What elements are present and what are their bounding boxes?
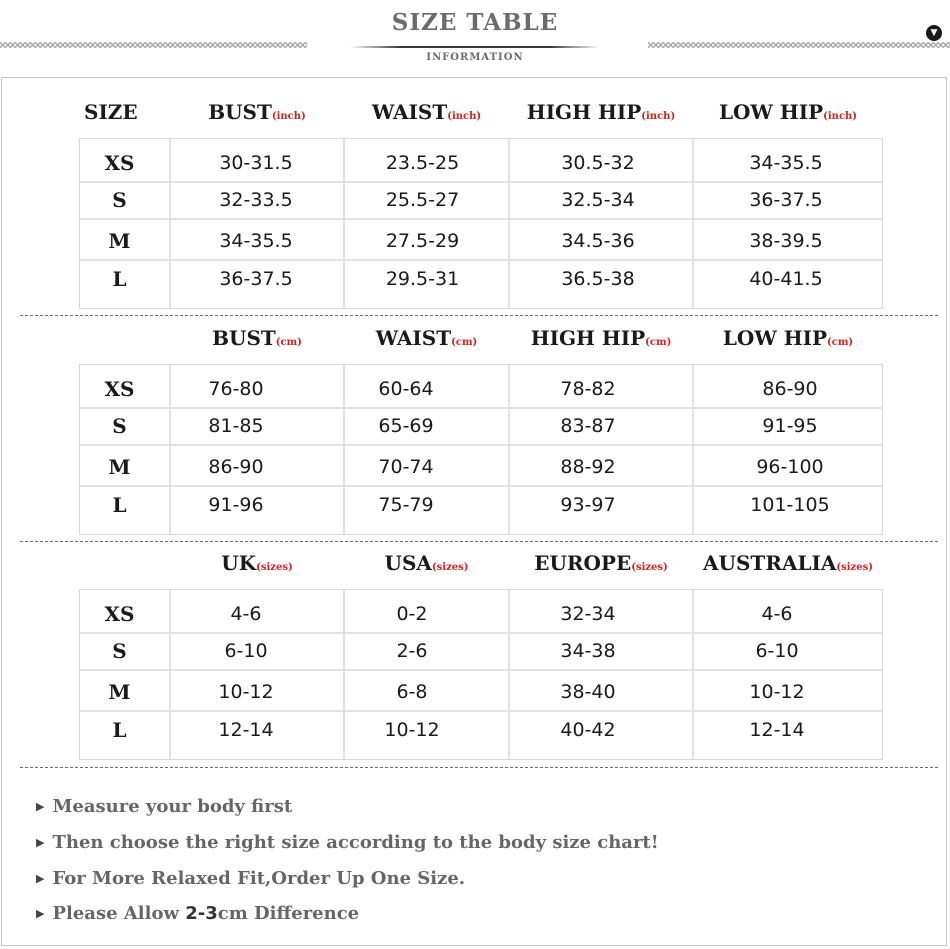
table-cell: 27.5-29 — [385, 230, 460, 252]
table-cell: 91-95 — [762, 415, 818, 437]
header — [0, 0, 950, 78]
table-cell: 32-34 — [560, 603, 616, 625]
size-cell: L — [112, 718, 127, 742]
section-divider — [20, 315, 938, 316]
chevron-down-icon[interactable]: ▼ — [926, 25, 942, 41]
table-row — [80, 636, 884, 666]
size-cell: M — [108, 455, 131, 479]
size-cell: XS — [104, 377, 135, 401]
bullet-triangle-icon: ▶ — [36, 872, 45, 885]
table-cell: 10-12 — [384, 719, 440, 741]
table-cell: 6-8 — [396, 681, 428, 703]
note-text: cm Difference — [217, 903, 360, 924]
zigzag-divider-right — [648, 42, 950, 48]
size-table-inch — [79, 138, 883, 309]
table-cell: 83-87 — [560, 415, 616, 437]
table-row — [80, 411, 884, 441]
column-header: WAIST(cm) — [375, 326, 478, 350]
note-number: 2-3 — [185, 903, 218, 924]
section-sizes-header — [0, 551, 950, 585]
table-cell: 38-39.5 — [749, 230, 823, 252]
table-row — [80, 715, 884, 745]
table-row — [80, 226, 884, 256]
table-cell: 36-37.5 — [219, 268, 293, 290]
table-row — [80, 490, 884, 520]
table-cell: 6-10 — [224, 640, 268, 662]
table-cell: 34-38 — [560, 640, 616, 662]
table-cell: 2-6 — [396, 640, 428, 662]
table-cell: 6-10 — [755, 640, 799, 662]
table-row — [80, 264, 884, 294]
table-cell: 12-14 — [749, 719, 805, 741]
size-cell: S — [112, 639, 127, 663]
size-cell: S — [112, 414, 127, 438]
table-cell: 65-69 — [378, 415, 434, 437]
table-cell: 23.5-25 — [385, 152, 460, 174]
table-row — [80, 148, 884, 178]
table-cell: 32-33.5 — [219, 189, 293, 211]
table-cell: 10-12 — [218, 681, 274, 703]
table-cell: 10-12 — [749, 681, 805, 703]
column-header: WAIST(inch) — [371, 100, 482, 124]
table-cell: 34-35.5 — [749, 152, 823, 174]
size-cell: L — [112, 493, 127, 517]
table-cell: 40-41.5 — [749, 268, 823, 290]
column-header: UK(sizes) — [221, 551, 293, 575]
table-row — [80, 374, 884, 404]
column-header: BUST(inch) — [208, 100, 306, 124]
table-cell: 91-96 — [208, 494, 264, 516]
column-header: LOW HIP(cm) — [722, 326, 854, 350]
table-cell: 30-31.5 — [219, 152, 293, 174]
table-cell: 40-42 — [560, 719, 616, 741]
size-column-header: SIZE — [84, 100, 138, 124]
table-cell: 36-37.5 — [749, 189, 823, 211]
size-cell: XS — [104, 151, 135, 175]
bullet-triangle-icon: ▶ — [36, 836, 45, 849]
table-cell: 96-100 — [756, 456, 824, 478]
table-cell: 101-105 — [750, 494, 830, 516]
table-cell: 29.5-31 — [385, 268, 460, 290]
section-divider — [20, 767, 938, 768]
table-cell: 78-82 — [560, 378, 616, 400]
table-cell: 12-14 — [218, 719, 274, 741]
column-header: EUROPE(sizes) — [534, 551, 668, 575]
note-difference — [36, 903, 359, 929]
table-cell: 25.5-27 — [385, 189, 460, 211]
table-cell: 38-40 — [560, 681, 616, 703]
section-cm-header — [0, 326, 950, 360]
page-subtitle: INFORMATION — [426, 52, 524, 63]
size-cell: M — [108, 229, 131, 253]
note-text: For More Relaxed Fit,Order Up One Size. — [52, 868, 466, 889]
table-cell: 60-64 — [378, 378, 434, 400]
bullet-triangle-icon: ▶ — [36, 800, 45, 813]
column-header: HIGH HIP(cm) — [530, 326, 672, 350]
size-cell: M — [108, 680, 131, 704]
table-cell: 76-80 — [208, 378, 264, 400]
table-cell: 93-97 — [560, 494, 616, 516]
note-text: Measure your body first — [52, 796, 293, 817]
section-divider — [20, 541, 938, 542]
size-table-cm — [79, 364, 883, 535]
size-cell: S — [112, 188, 127, 212]
table-cell: 36.5-38 — [561, 268, 635, 290]
size-table-international — [79, 589, 883, 760]
table-cell: 30.5-32 — [561, 152, 635, 174]
table-cell: 4-6 — [230, 603, 262, 625]
table-cell: 88-92 — [560, 456, 616, 478]
table-cell: 70-74 — [378, 456, 434, 478]
table-cell: 34-35.5 — [219, 230, 293, 252]
column-header: LOW HIP(inch) — [718, 100, 858, 124]
table-cell: 75-79 — [378, 494, 434, 516]
note-relaxed-fit — [36, 868, 465, 894]
table-cell: 4-6 — [761, 603, 793, 625]
page-title: SIZE TABLE — [391, 9, 559, 36]
note-choose-size — [36, 832, 659, 858]
column-header: HIGH HIP(inch) — [526, 100, 676, 124]
size-cell: XS — [104, 602, 135, 626]
table-cell: 86-90 — [208, 456, 264, 478]
note-text: Then choose the right size according to the body size chart! — [52, 832, 659, 853]
table-cell: 32.5-34 — [561, 189, 635, 211]
table-row — [80, 677, 884, 707]
table-cell: 86-90 — [762, 378, 818, 400]
section-inch-header — [0, 100, 950, 134]
title-underline — [350, 46, 600, 48]
column-header: USA(sizes) — [384, 551, 469, 575]
table-row — [80, 452, 884, 482]
table-row — [80, 185, 884, 215]
column-header: AUSTRALIA(sizes) — [703, 551, 873, 575]
note-text: Please Allow — [52, 903, 186, 924]
note-measure — [36, 796, 292, 822]
bullet-triangle-icon: ▶ — [36, 907, 45, 920]
table-cell: 0-2 — [396, 603, 428, 625]
size-cell: L — [112, 267, 127, 291]
table-cell: 34.5-36 — [561, 230, 635, 252]
zigzag-divider-left — [0, 42, 307, 48]
column-header: BUST(cm) — [212, 326, 302, 350]
table-cell: 81-85 — [208, 415, 264, 437]
table-row — [80, 599, 884, 629]
